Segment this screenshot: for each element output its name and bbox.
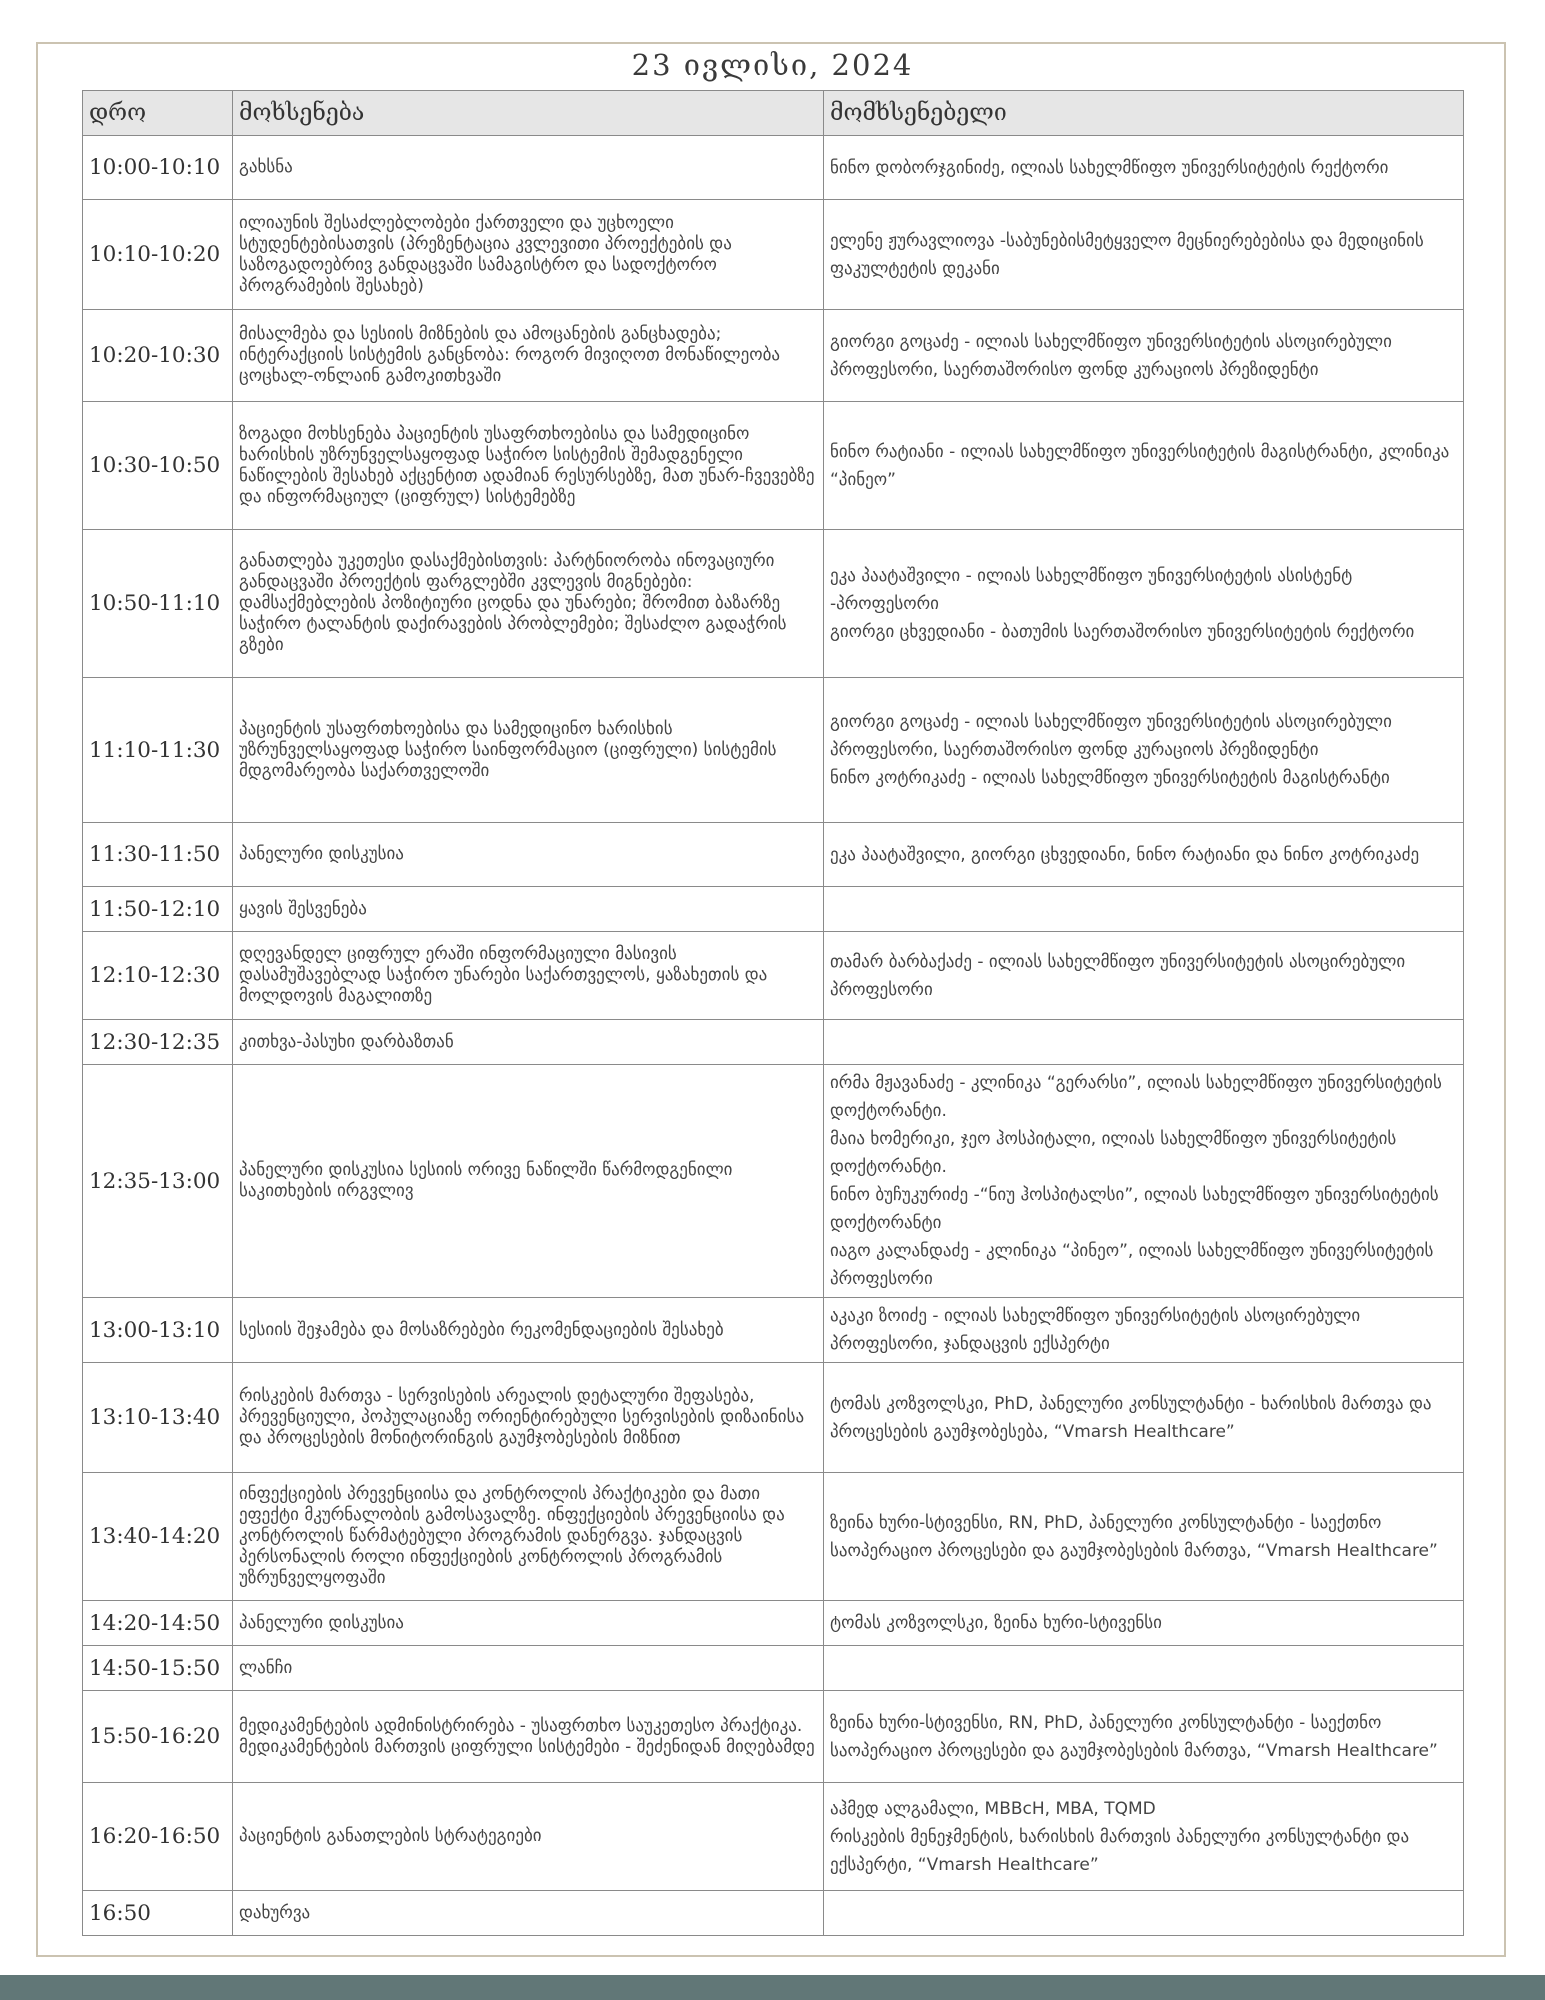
- speaker-line: ნინო დობორჯგინიძე, ილიას სახელმწიფო უნივერსიტეტის რექტორი: [830, 157, 1389, 178]
- agenda-speaker: [824, 678, 1464, 823]
- agenda-row: [83, 530, 1464, 678]
- speaker-line: გიორგი გოცაძე - ილიას სახელმწიფო უნივერსიტეტის ასოცირებული პროფესორი, საერთაშორისო ფონდ კურაციოს პრეზიდენტი: [830, 331, 1392, 380]
- speaker-line: ზეინა ხური-სტივენსი, RN, PhD, პანელური კონსულტანტი - საექთნო საოპერაციო პროცესები და გაუმჯობესების მართვა, “Vmarsh Healthcare”: [830, 1512, 1438, 1561]
- agenda-row: [83, 932, 1464, 1020]
- agenda-time: 16:20-16:50: [83, 1783, 233, 1891]
- agenda-speaker: [824, 1691, 1464, 1783]
- agenda-topic: პაციენტის განათლების სტრატეგიები: [233, 1783, 824, 1891]
- page-title: 23 ივლისი, 2024: [631, 48, 914, 82]
- agenda-time: 10:20-10:30: [83, 310, 233, 402]
- agenda-topic: დახურვა: [233, 1891, 824, 1936]
- agenda-row: [83, 1363, 1464, 1473]
- agenda-speaker: [824, 1363, 1464, 1473]
- speaker-line: აკაკი ზოიძე - ილიას სახელმწიფო უნივერსიტეტის ასოცირებული პროფესორი, ჯანდაცვის ექსპერტი: [830, 1306, 1361, 1354]
- agenda-row: [83, 887, 1464, 932]
- agenda-time: 11:50-12:10: [83, 887, 233, 932]
- agenda-topic: მისალმება და სესიის მიზნების და ამოცანების განცხადება; ინტერაქციის სისტემის განცნობა: როგორ მივიღოთ მონაწილეობა ცოცხალ-ონლაინ გამოკითხვაში: [233, 310, 824, 402]
- agenda-topic: ყავის შესვენება: [233, 887, 824, 932]
- agenda-topic: ინფექციების პრევენციისა და კონტროლის პრაქტიკები და მათი ეფექტი მკურნალობის გამოსავალზე. ინფექციების პრევენციისა და კონტროლის წარმატებული პროგრამის დანერგვა. ჯანდაცვის პერსონალის როლი ინფექციების კონტროლის პროგრამის უზრუნველყოფაში: [233, 1473, 824, 1601]
- speaker-line: ელენე ჟურავლიოვა -საბუნებისმეტყველო მეცნიერებებისა და მედიცინის ფაკულტეტის დეკანი: [830, 230, 1424, 279]
- speaker-line: ეკა პაატაშვილი - ილიას სახელმწიფო უნივერსიტეტის ასისტენტ -პროფესორი: [830, 565, 1353, 614]
- agenda-topic: მედიკამენტების ადმინისტრირება - უსაფრთხო საუკეთესო პრაქტიკა. მედიკამენტების მართვის ციფრული სისტემები - შეძენიდან მიღებამდე: [233, 1691, 824, 1783]
- agenda-time: 10:50-11:10: [83, 530, 233, 678]
- agenda-speaker: [824, 1473, 1464, 1601]
- speaker-line: რისკების მენეჯმენტის, ხარისხის მართვის პანელური კონსულტანტი და ექსპერტი, “Vmarsh Healthcare”: [830, 1826, 1410, 1875]
- agenda-topic: პანელური დისკუსია: [233, 823, 824, 887]
- speaker-line: ნინო ბუჩუკურიძე -“ნიუ ჰოსპიტალსი”, ილიას სახელმწიფო უნივერსიტეტის დოქტორანტი: [830, 1185, 1439, 1233]
- agenda-row: [83, 1473, 1464, 1601]
- agenda-speaker: [824, 1891, 1464, 1936]
- agenda-speaker: [824, 1065, 1464, 1298]
- agenda-speaker: [824, 932, 1464, 1020]
- agenda-time: 13:10-13:40: [83, 1363, 233, 1473]
- speaker-line: ტომას კოზვოლსკი, ზეინა ხური-სტივენსი: [830, 1613, 1162, 1633]
- speaker-line: გიორგი ცხვედიანი - ბათუმის საერთაშორისო უნივერსიტეტის რექტორი: [830, 621, 1415, 642]
- agenda-time: 14:20-14:50: [83, 1601, 233, 1646]
- header-topic: მოხსენება: [233, 91, 824, 136]
- agenda-row: [83, 823, 1464, 887]
- agenda-time: 12:35-13:00: [83, 1065, 233, 1298]
- agenda-time: 11:30-11:50: [83, 823, 233, 887]
- agenda-speaker: [824, 1298, 1464, 1363]
- agenda-row: [83, 402, 1464, 530]
- agenda-time: 10:30-10:50: [83, 402, 233, 530]
- speaker-line: მაია ხომერიკი, ჯეო ჰოსპიტალი, ილიას სახელმწიფო უნივერსიტეტის დოქტორანტი.: [830, 1129, 1397, 1177]
- agenda-topic: ზოგადი მოხსენება პაციენტის უსაფრთხოებისა და სამედიცინო ხარისხის უზრუნველსაყოფად საჭირო სისტემის შემადგენელი ნაწილების შესახებ აქცენტით ადამიან რესურსებზე, მათ უნარ-ჩვევებზე და ინფორმაციულ (ციფრულ) სისტემებზე: [233, 402, 824, 530]
- agenda-topic: განათლება უკეთესი დასაქმებისთვის: პარტნიორობა ინოვაციური განდაცვაში პროექტის ფარგლებში კვლევის მიგნებები: დამსაქმებლების პოზიტიური ცოდნა და უნარები; შრომით ბაზარზე საჭირო ტალანტის დაქირავების პრობლემები; შესაძლო გადაჭრის გზები: [233, 530, 824, 678]
- agenda-topic: კითხვა-პასუხი დარბაზთან: [233, 1020, 824, 1065]
- header-time: დრო: [83, 91, 233, 136]
- agenda-time: 12:10-12:30: [83, 932, 233, 1020]
- agenda-time: 10:10-10:20: [83, 200, 233, 310]
- speaker-line: ნინო კოტრიკაძე - ილიას სახელმწიფო უნივერსიტეტის მაგისტრანტი: [830, 768, 1390, 788]
- agenda-topic: დღევანდელ ციფრულ ერაში ინფორმაციული მასივის დასამუშავებლად საჭირო უნარები საქართველოს, ყაზახეთის და მოლდოვის მაგალითზე: [233, 932, 824, 1020]
- speaker-line: აჰმედ ალგამალი, MBBcH, MBA, TQMD: [830, 1798, 1156, 1819]
- agenda-time: 11:10-11:30: [83, 678, 233, 823]
- header-speaker: მომხსენებელი: [824, 91, 1464, 136]
- speaker-line: გიორგი გოცაძე - ილიას სახელმწიფო უნივერსიტეტის ასოცირებული პროფესორი, საერთაშორისო ფონდ კურაციოს პრეზიდენტი: [830, 712, 1392, 760]
- agenda-speaker: [824, 887, 1464, 932]
- agenda-topic: ილიაუნის შესაძლებლობები ქართველი და უცხოელი სტუდენტებისათვის (პრეზენტაცია კვლევითი პროექტების და საზოგადოებრივ განდაცვაში სამაგისტრო და სადოქტორო პროგრამების შესახებ): [233, 200, 824, 310]
- speaker-line: იაგო კალანდაძე - კლინიკა “პინეო”, ილიას სახელმწიფო უნივერსიტეტის პროფესორი: [830, 1241, 1434, 1289]
- speaker-line: ნინო რატიანი - ილიას სახელმწიფო უნივერსიტეტის მაგისტრანტი, კლინიკა “პინეო”: [830, 441, 1450, 490]
- agenda-topic: რისკების მართვა - სერვისების არეალის დეტალური შეფასება, პრევენციული, პოპულაციაზე ორიენტირებული სერვისების დიზაინისა და პროცესების მონიტორინგის გაუმჯობესების მიზნით: [233, 1363, 824, 1473]
- agenda-row: [83, 1646, 1464, 1691]
- agenda-row: [83, 200, 1464, 310]
- agenda-table: [82, 90, 1464, 1936]
- agenda-time: 13:40-14:20: [83, 1473, 233, 1601]
- agenda-speaker: [824, 136, 1464, 200]
- header-row: [83, 91, 1464, 136]
- agenda-row: [83, 1020, 1464, 1065]
- agenda-speaker: [824, 200, 1464, 310]
- agenda-speaker: [824, 1646, 1464, 1691]
- agenda-topic: ლანჩი: [233, 1646, 824, 1691]
- agenda-speaker: [824, 402, 1464, 530]
- speaker-line: ეკა პაატაშვილი, გიორგი ცხვედიანი, ნინო რატიანი და ნინო კოტრიკაძე: [830, 844, 1420, 865]
- agenda-topic: პანელური დისკუსია: [233, 1601, 824, 1646]
- agenda-row: [83, 1065, 1464, 1298]
- speaker-line: ზეინა ხური-სტივენსი, RN, PhD, პანელური კონსულტანტი - საექთნო საოპერაციო პროცესები და გაუმჯობესების მართვა, “Vmarsh Healthcare”: [830, 1712, 1438, 1761]
- speaker-line: თამარ ბარბაქაძე - ილიას სახელმწიფო უნივერსიტეტის ასოცირებული პროფესორი: [830, 951, 1406, 1000]
- agenda-row: [83, 1298, 1464, 1363]
- agenda-speaker: [824, 1601, 1464, 1646]
- agenda-topic: სესიის შეჯამება და მოსაზრებები რეკომენდაციების შესახებ: [233, 1298, 824, 1363]
- speaker-line: ტომას კოზვოლსკი, PhD, პანელური კონსულტანტი - ხარისხის მართვა და პროცესების გაუმჯობესება, “Vmarsh Healthcare”: [830, 1393, 1432, 1442]
- agenda-time: 13:00-13:10: [83, 1298, 233, 1363]
- agenda-row: [83, 310, 1464, 402]
- agenda-row: [83, 1783, 1464, 1891]
- agenda-row: [83, 1691, 1464, 1783]
- agenda-time: 14:50-15:50: [83, 1646, 233, 1691]
- agenda-row: [83, 136, 1464, 200]
- agenda-speaker: [824, 310, 1464, 402]
- speaker-line: ირმა მჟავანაძე - კლინიკა “გერარსი”, ილიას სახელმწიფო უნივერსიტეტის დოქტორანტი.: [830, 1073, 1442, 1121]
- agenda-time: 10:00-10:10: [83, 136, 233, 200]
- agenda-speaker: [824, 823, 1464, 887]
- agenda-speaker: [824, 530, 1464, 678]
- footer-bar: [0, 1975, 1545, 2000]
- agenda-speaker: [824, 1783, 1464, 1891]
- agenda-time: 16:50: [83, 1891, 233, 1936]
- agenda-time: 12:30-12:35: [83, 1020, 233, 1065]
- agenda-row: [83, 678, 1464, 823]
- agenda-time: 15:50-16:20: [83, 1691, 233, 1783]
- agenda-row: [83, 1601, 1464, 1646]
- agenda-speaker: [824, 1020, 1464, 1065]
- agenda-topic: პაციენტის უსაფრთხოებისა და სამედიცინო ხარისხის უზრუნველსაყოფად საჭირო საინფორმაციო (ციფრული) სისტემის მდგომარეობა საქართველოში: [233, 678, 824, 823]
- agenda-row: [83, 1891, 1464, 1936]
- agenda-topic: პანელური დისკუსია სესიის ორივე ნაწილში წარმოდგენილი საკითხების ირგვლივ: [233, 1065, 824, 1298]
- agenda-topic: გახსნა: [233, 136, 824, 200]
